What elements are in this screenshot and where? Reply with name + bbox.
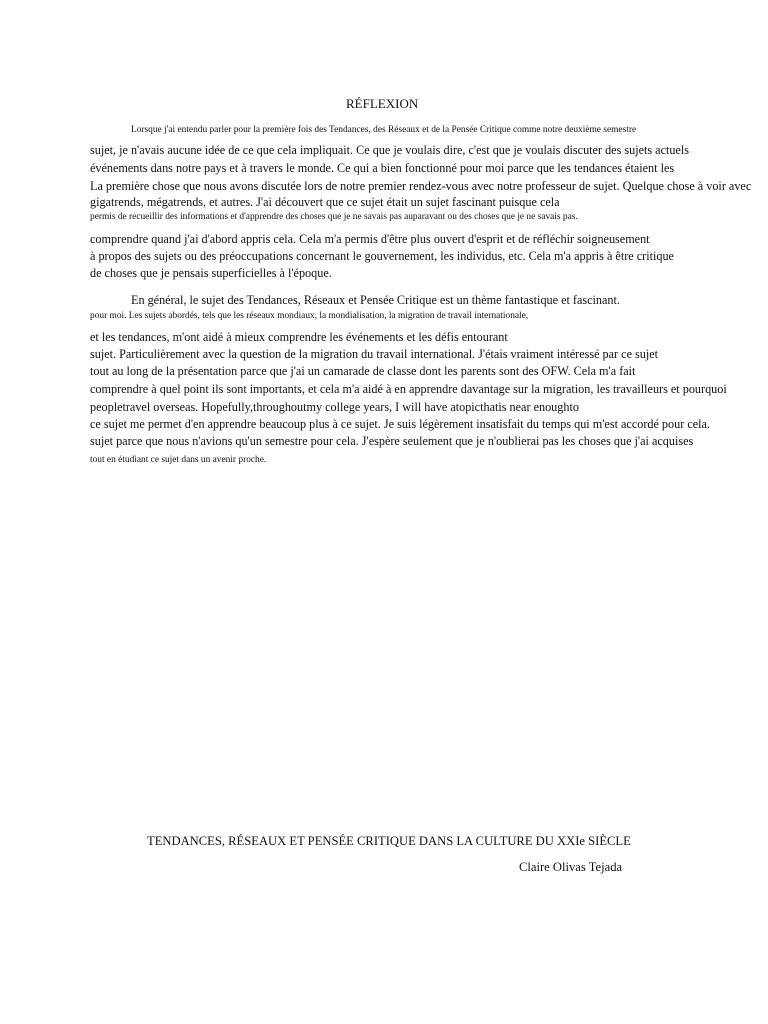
author-name: Claire Olivas Tejada bbox=[519, 860, 623, 874]
paragraph-line: permis de recueillir des informations et d'apprendre des choses que je ne savais pas auparavant ou des choses que je ne savais pas. bbox=[90, 212, 578, 222]
paragraph-line: à propos des sujets ou des préoccupations concernant le gouvernement, les individus, etc. Cela m'a appris à être critique bbox=[90, 249, 674, 263]
paragraph-line: tout en étudiant ce sujet dans un avenir proche. bbox=[90, 455, 267, 465]
paragraph-line: et les tendances, m'ont aidé à mieux comprendre les événements et les défis entourant bbox=[90, 330, 508, 344]
course-title: TENDANCES, RÉSEAUX ET PENSÉE CRITIQUE DANS LA CULTURE DU XXIe SIÈCLE bbox=[147, 834, 631, 848]
paragraph-line: Lorsque j'ai entendu parler pour la première fois des Tendances, des Réseaux et de la Pensée Critique comme notre deuxième semestre bbox=[131, 125, 637, 135]
paragraph-line: ce sujet me permet d'en apprendre beaucoup plus à ce sujet. Je suis légèrement insatisfait du temps qui m'est accordé pour cela. bbox=[90, 417, 710, 431]
paragraph-line: sujet. Particulièrement avec la question de la migration du travail international. J'étais vraiment intéressé par ce sujet bbox=[90, 347, 659, 361]
paragraph-line: tout au long de la présentation parce que j'ai un camarade de classe dont les parents sont des OFW. Cela m'a fait bbox=[90, 364, 636, 378]
paragraph-line: comprendre quand j'ai d'abord appris cela. Cela m'a permis d'être plus ouvert d'esprit et de réfléchir soigneusement bbox=[90, 232, 650, 246]
paragraph-line: de choses que je pensais superficielles à l'époque. bbox=[90, 266, 332, 280]
paragraph-line: La première chose que nous avons discutée lors de notre premier rendez-vous avec notre professeur de sujet. Quelque chose à voir avec bbox=[90, 179, 752, 193]
paragraph-line: sujet parce que nous n'avions qu'un semestre pour cela. J'espère seulement que je n'oublierai pas les choses que j'ai acquises bbox=[90, 434, 694, 448]
paragraph-line: pour moi. Les sujets abordés, tels que les réseaux mondiaux, la mondialisation, la migration de travail internationale, bbox=[90, 311, 529, 321]
paragraph-line: comprendre à quel point ils sont importants, et cela m'a aidé à en apprendre davantage sur la migration, les travailleurs et pourquoi bbox=[90, 382, 727, 396]
paragraph-line: peopletravel overseas. Hopefully,throughoutmy college years, I will have atopicthatis near enoughto bbox=[90, 400, 579, 414]
paragraph-line: gigatrends, mégatrends, et autres. J'ai découvert que ce sujet était un sujet fascinant puisque cela bbox=[90, 195, 560, 209]
paragraph-line: sujet, je n'avais aucune idée de ce que cela impliquait. Ce que je voulais dire, c'est que je voulais discuter des sujets actuels bbox=[90, 143, 690, 157]
paragraph-line: événements dans notre pays et à travers le monde. Ce qui a bien fonctionné pour moi parce que les tendances étaient les bbox=[90, 161, 675, 175]
paragraph-line: En général, le sujet des Tendances, Réseaux et Pensée Critique est un thème fantastique et fascinant. bbox=[131, 293, 620, 307]
page-title: RÉFLEXION bbox=[346, 96, 419, 111]
